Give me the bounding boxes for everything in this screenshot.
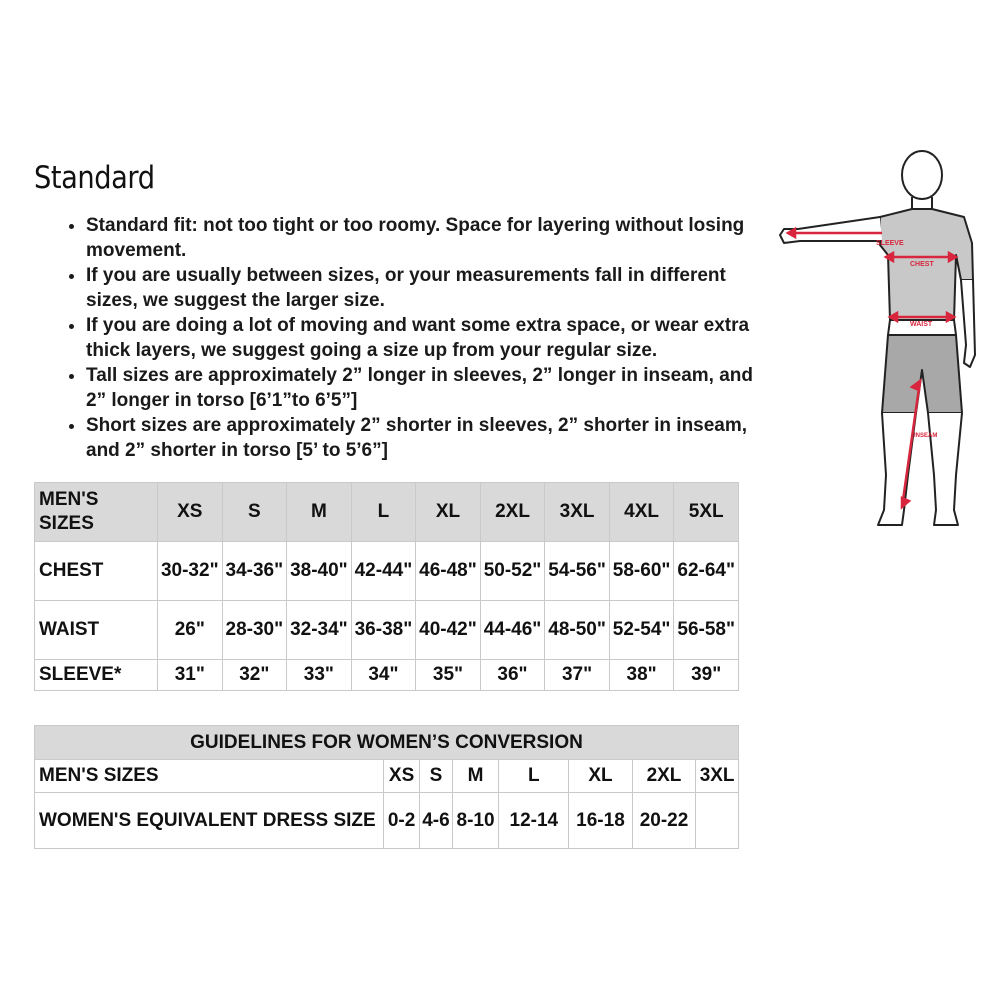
size-cell: XS: [383, 760, 419, 793]
size-header-cell: 2XL: [480, 483, 545, 542]
leg-right: [878, 413, 916, 525]
body-measurement-figure: [770, 145, 985, 545]
row-label: MEN'S SIZES: [35, 760, 384, 793]
table-cell: 38-40": [287, 542, 352, 601]
table-cell: 34-36": [222, 542, 287, 601]
table-cell: 28-30": [222, 601, 287, 660]
mens-sizes-header: MEN'S SIZES: [35, 483, 158, 542]
table-cell: 30-32": [158, 542, 223, 601]
equivalent-cell: 20-22: [632, 793, 696, 849]
conversion-title: GUIDELINES FOR WOMEN’S CONVERSION: [35, 726, 739, 760]
table-cell: 54-56": [545, 542, 610, 601]
table-cell: 34": [351, 660, 416, 691]
sleeve-label: SLEEVE: [876, 240, 904, 247]
equivalent-cell: 4-6: [420, 793, 452, 849]
equivalent-cell: 0-2: [383, 793, 419, 849]
leg-left: [928, 413, 962, 525]
size-cell: 3XL: [696, 760, 739, 793]
size-cell: S: [420, 760, 452, 793]
womens-equivalent-row: [35, 793, 739, 849]
size-header-cell: S: [222, 483, 287, 542]
shorts-shape: [882, 335, 962, 413]
size-cell: L: [499, 760, 569, 793]
table-cell: 36": [480, 660, 545, 691]
size-header-cell: L: [351, 483, 416, 542]
table-row-chest: [35, 542, 739, 601]
table-cell: 38": [609, 660, 674, 691]
table-cell: 36-38": [351, 601, 416, 660]
equivalent-cell: 8-10: [452, 793, 499, 849]
page-title: Standard: [34, 160, 155, 196]
row-label: WAIST: [35, 601, 158, 660]
table-cell: 62-64": [674, 542, 739, 601]
table-cell: 58-60": [609, 542, 674, 601]
size-header-cell: 5XL: [674, 483, 739, 542]
womens-conversion-table: [34, 725, 739, 849]
table-row-sleeve: [35, 660, 739, 691]
mens-size-table: [34, 482, 739, 691]
table-cell: 56-58": [674, 601, 739, 660]
size-cell: M: [452, 760, 499, 793]
fit-note: • If you are doing a lot of moving and want some extra space, or wear extra thick layers, we suggest going a size up from your regular size.: [86, 313, 766, 363]
table-cell: 42-44": [351, 542, 416, 601]
table-cell: 39": [674, 660, 739, 691]
fit-note: • Tall sizes are approximately 2” longer in sleeves, 2” longer in inseam, and 2” longer in torso [6’1”to 6’5”]: [86, 363, 766, 413]
table-cell: 48-50": [545, 601, 610, 660]
row-label: CHEST: [35, 542, 158, 601]
size-header-row: [35, 483, 739, 542]
table-cell: 33": [287, 660, 352, 691]
table-cell: 32-34": [287, 601, 352, 660]
table-cell: 52-54": [609, 601, 674, 660]
fit-notes-list: [64, 213, 766, 463]
hanging-arm: [961, 280, 975, 367]
table-row-waist: [35, 601, 739, 660]
size-header-cell: 4XL: [609, 483, 674, 542]
equivalent-cell: 12-14: [499, 793, 569, 849]
waist-label: WAIST: [910, 321, 933, 328]
row-label: WOMEN'S EQUIVALENT DRESS SIZE: [35, 793, 384, 849]
head-shape: [902, 151, 942, 199]
table-cell: 31": [158, 660, 223, 691]
table-cell: 32": [222, 660, 287, 691]
size-header-cell: XS: [158, 483, 223, 542]
fit-note: • Standard fit: not too tight or too roomy. Space for layering without losing movement.: [86, 213, 766, 263]
conversion-title-row: [35, 726, 739, 760]
table-cell: 44-46": [480, 601, 545, 660]
fit-note: • If you are usually between sizes, or your measurements fall in different sizes, we suggest the larger size.: [86, 263, 766, 313]
inseam-label: INSEAM: [914, 433, 938, 439]
size-header-cell: M: [287, 483, 352, 542]
equivalent-cell: 16-18: [569, 793, 633, 849]
size-header-cell: XL: [416, 483, 481, 542]
size-cell: XL: [569, 760, 633, 793]
table-cell: 26": [158, 601, 223, 660]
figure-outline: [780, 151, 975, 525]
table-cell: 37": [545, 660, 610, 691]
size-cell: 2XL: [632, 760, 696, 793]
size-header-cell: 3XL: [545, 483, 610, 542]
chest-label: CHEST: [910, 261, 934, 268]
fit-note: • Short sizes are approximately 2” shorter in sleeves, 2” shorter in inseam, and 2” shorter in torso [5’ to 5’6”]: [86, 413, 766, 463]
table-cell: 50-52": [480, 542, 545, 601]
table-cell: 46-48": [416, 542, 481, 601]
table-cell: 40-42": [416, 601, 481, 660]
mens-sizes-row: [35, 760, 739, 793]
table-cell: 35": [416, 660, 481, 691]
equivalent-cell: [696, 793, 739, 849]
row-label: SLEEVE*: [35, 660, 158, 691]
